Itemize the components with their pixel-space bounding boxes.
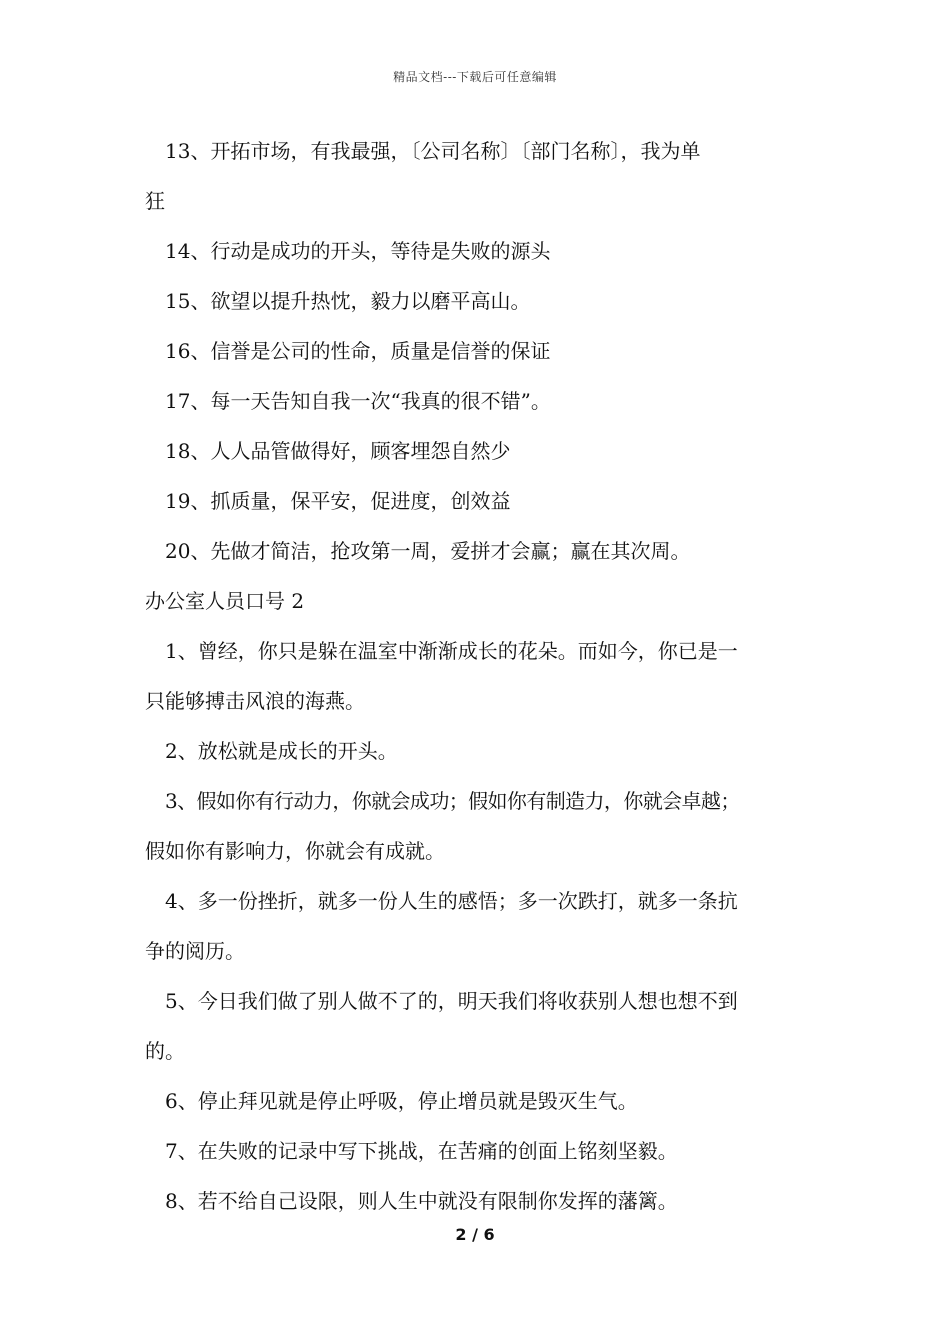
- text-line: 争的阅历。: [145, 939, 245, 963]
- text-line: 4、多一份挫折，就多一份人生的感悟；多一次跌打，就多一条抗: [165, 889, 738, 913]
- text-line: 的。: [145, 1039, 185, 1063]
- text-line: 1、曾经，你只是躲在温室中渐渐成长的花朵。而如今，你已是一: [165, 639, 738, 663]
- text-line: 6、停止拜见就是停止呼吸，停止增员就是毁灭生气。: [165, 1089, 638, 1113]
- text-line: 3、假如你有行动力，你就会成功；假如你有制造力，你就会卓越；: [165, 789, 740, 813]
- page-number: 2 / 6: [455, 1225, 495, 1244]
- text-line: 8、若不给自己设限，则人生中就没有限制你发挥的藩篱。: [165, 1189, 678, 1213]
- text-line: 13、开拓市场，有我最强，〔公司名称〕〔部门名称〕，我为单: [165, 139, 701, 163]
- text-line: 18、人人品管做得好，顾客埋怨自然少: [165, 439, 511, 463]
- text-line: 16、信誉是公司的性命，质量是信誉的保证: [165, 339, 551, 363]
- text-line: 2、放松就是成长的开头。: [165, 739, 398, 763]
- section-heading: 办公室人员口号 2: [145, 589, 305, 613]
- text-line: 14、行动是成功的开头，等待是失败的源头: [165, 239, 551, 263]
- page-header: 精品文档---下载后可任意编辑: [393, 70, 557, 84]
- text-line: 19、抓质量，保平安，促进度，创效益: [165, 489, 511, 513]
- text-line: 5、今日我们做了别人做不了的，明天我们将收获别人想也想不到: [165, 989, 738, 1013]
- text-line: 狂: [145, 189, 165, 213]
- document-body: [145, 126, 825, 1226]
- text-line: 17、每一天告知自我一次“我真的很不错”。: [165, 389, 551, 413]
- text-line: 只能够搏击风浪的海燕。: [145, 689, 365, 713]
- text-line: 20、先做才简洁，抢攻第一周，爱拼才会赢；赢在其次周。: [165, 539, 691, 563]
- text-line: 7、在失败的记录中写下挑战，在苦痛的创面上铭刻坚毅。: [165, 1139, 678, 1163]
- text-line: 15、欲望以提升热忱，毅力以磨平高山。: [165, 289, 531, 313]
- text-line: 假如你有影响力，你就会有成就。: [145, 839, 445, 863]
